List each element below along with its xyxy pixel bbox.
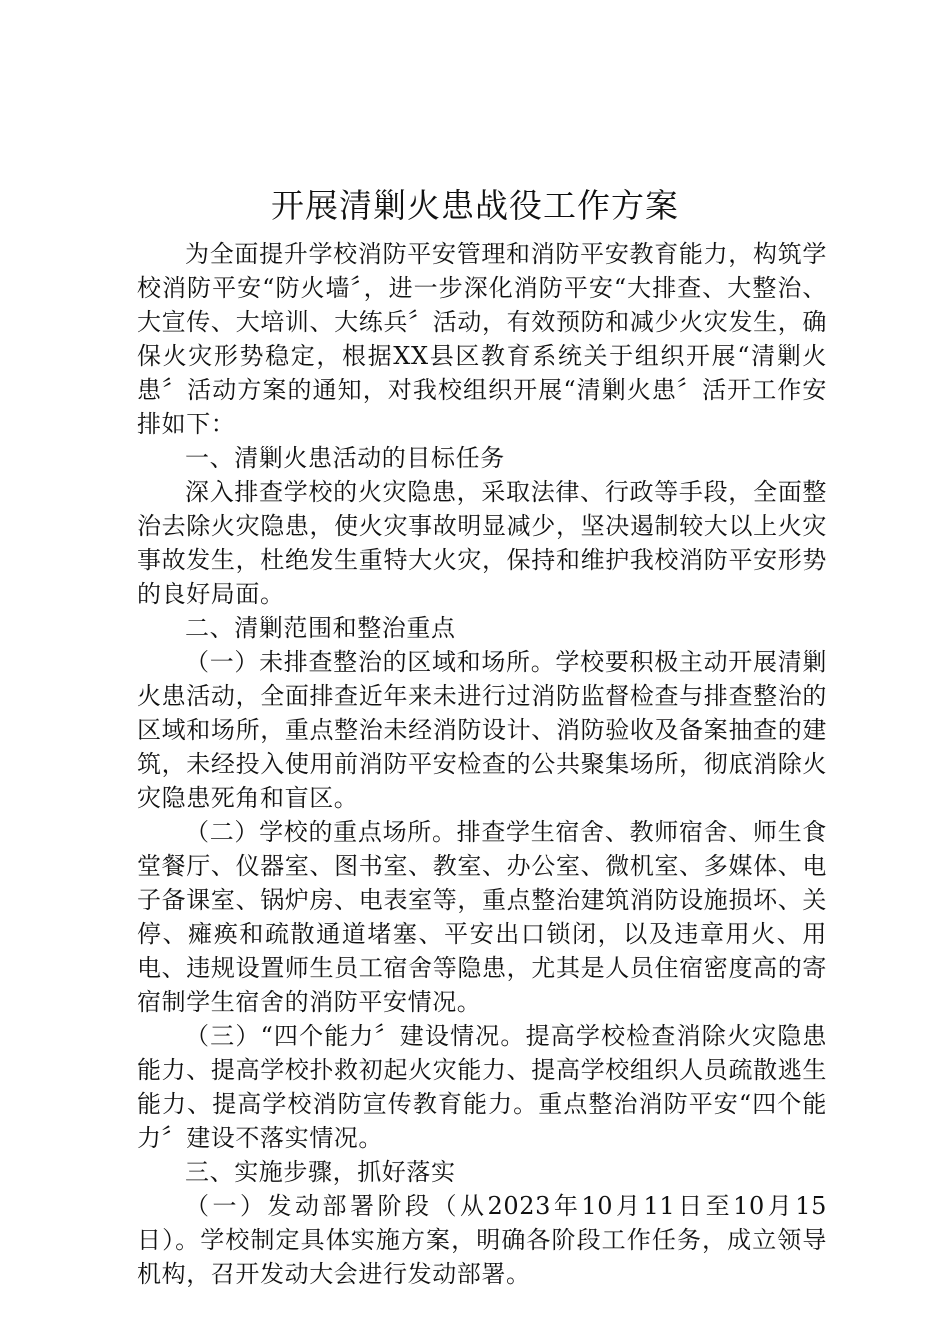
section-heading-3: 三、实施步骤，抓好落实 bbox=[185, 1158, 456, 1186]
document-title: 开展清剿火患战役工作方案 bbox=[271, 186, 679, 225]
section-2-item-2: （二）学校的重点场所。排查学生宿舍、教师宿舍、师生食堂餐厅、仪器室、图书室、教室、办公室、微机室、多媒体、电子备课室、锅炉房、电表室等，重点整治建筑消防设施损坏、关停、瘫痪和疏散通道堵塞、平安出口锁闭，以及违章用火、用电、违规设置师生员工宿舍等隐患，尤其是人员住宿密度高的寄宿制学生宿舍的消防平安情况。 bbox=[137, 818, 827, 1016]
intro-paragraph: 为全面提升学校消防平安管理和消防平安教育能力，构筑学校消防平安“防火墙〞，进一步深化消防平安“大排查、大整治、大宣传、大培训、大练兵〞活动，有效预防和减少火灾发生，确保火灾形势稳定，根据XX县区教育系统关于组织开展“清剿火患〞活动方案的通知，对我校组织开展“清剿火患〞活开工作安排如下： bbox=[137, 240, 827, 438]
section-1-paragraph: 深入排查学校的火灾隐患，采取法律、行政等手段，全面整治去除火灾隐患，使火灾事故明显减少，坚决遏制较大以上火灾事故发生，杜绝发生重特大火灾，保持和维护我校消防平安形势的良好局面。 bbox=[137, 478, 827, 608]
section-heading-2: 二、清剿范围和整治重点 bbox=[185, 614, 456, 642]
section-2-item-1: （一）未排查整治的区域和场所。学校要积极主动开展清剿火患活动，全面排查近年来未进行过消防监督检查与排查整治的区域和场所，重点整治未经消防设计、消防验收及备案抽查的建筑，未经投入使用前消防平安检查的公共聚集场所，彻底消除火灾隐患死角和盲区。 bbox=[137, 648, 827, 812]
section-heading-1: 一、清剿火患活动的目标任务 bbox=[185, 444, 505, 472]
document-body bbox=[137, 237, 827, 1291]
section-3-item-1: （一）发动部署阶段（从2023年10月11日至10月15日）。学校制定具体实施方案，明确各阶段工作任务，成立领导机构，召开发动大会进行发动部署。 bbox=[137, 1192, 827, 1288]
section-2-item-3: （三）“四个能力〞建设情况。提高学校检查消除火灾隐患能力、提高学校扑救初起火灾能力、提高学校组织人员疏散逃生能力、提高学校消防宣传教育能力。重点整治消防平安“四个能力〞建设不落实情况。 bbox=[137, 1022, 827, 1152]
